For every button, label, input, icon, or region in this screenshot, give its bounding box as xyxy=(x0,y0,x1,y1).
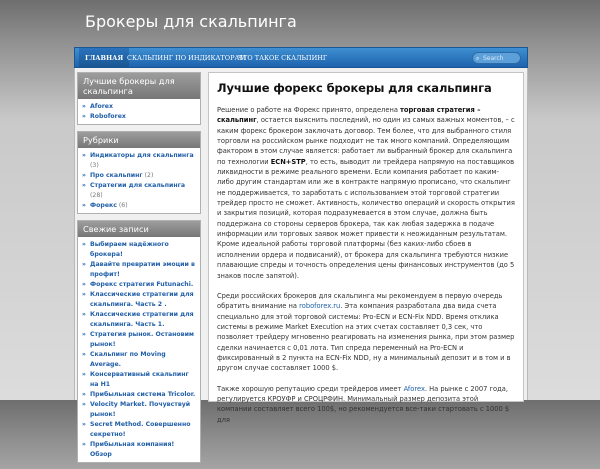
search-placeholder: Search xyxy=(483,55,504,62)
recent-post-link[interactable]: Выбираем надёжного брокера! xyxy=(90,241,169,258)
widget-title: Свежие записи xyxy=(78,221,200,237)
widget-title: Лучшие брокеры для скальпинга xyxy=(78,73,200,99)
widget-rubrics xyxy=(77,131,201,214)
list-item[interactable] xyxy=(82,171,196,181)
list-item[interactable] xyxy=(82,370,196,390)
list-item[interactable] xyxy=(82,112,196,122)
text: Среди российских брокеров для скальпинга мы рекомендуем в первую очередь обратить внимание на xyxy=(217,291,503,311)
list-item[interactable] xyxy=(82,330,196,350)
roboforex-link[interactable]: roboforex.ru xyxy=(299,302,341,311)
list-item[interactable] xyxy=(82,350,196,370)
text: . На рынке с 2007 года, регулируется КРОУФР и СРОЦРФИН. Минимальный размер депозита этой компании составляет всего 100$, но рекомендуется все-таки стартовать с 1000 $ для xyxy=(217,384,510,424)
list-item[interactable] xyxy=(82,201,196,211)
category-link[interactable]: Стратегии для скальпинга xyxy=(90,182,186,189)
recent-post-link[interactable]: Стратегия рынок. Остановим рынок! xyxy=(90,331,194,348)
widget-title: Рубрики xyxy=(78,132,200,148)
list-item[interactable] xyxy=(82,390,196,400)
category-count: (3) xyxy=(90,162,99,169)
list-item[interactable] xyxy=(82,240,196,260)
broker-link-aforex[interactable]: Aforex xyxy=(90,103,113,110)
category-count: (28) xyxy=(90,192,103,199)
text: . Эта компания разработала два вида счета специально для этой торговой системы: Pro-ECN и ECN-Fix NDD. Время отклика системы в режиме Market Execution на этих счетах составляет 0,3 сек, что позволяет трейдеру мгновенно реагировать на изменения рынка, при этом размер сделки начинается с 0,01 лота. Тип спреда переменный на Pro-ECN и фиксированный в 2 пункта на ECN-Fix NDD, ну а минимальный депозит и в том и в другом случае составляет 1000 $. xyxy=(217,302,515,373)
bold-text: ECN+STP xyxy=(270,157,306,166)
list-item[interactable] xyxy=(82,400,196,420)
recent-post-link[interactable]: Классические стратегии для скальпинга. Часть 2 . xyxy=(90,291,194,308)
list-item[interactable] xyxy=(82,310,196,330)
category-count: (2) xyxy=(144,172,154,179)
list-item[interactable] xyxy=(82,181,196,201)
recent-post-link[interactable]: Secret Method. Совершенно секретно! xyxy=(90,421,191,438)
search-input[interactable] xyxy=(472,52,521,64)
post-paragraph xyxy=(217,384,515,425)
recent-post-link[interactable]: Форекс стратегия Futunachi. xyxy=(90,281,194,288)
recent-post-link[interactable]: Скальпинг по Moving Average. xyxy=(90,351,166,368)
post-title: Лучшие форекс брокеры для скальпинга xyxy=(217,81,492,95)
widget-best-brokers xyxy=(77,72,201,125)
main-navigation xyxy=(74,47,528,68)
nav-what-is-scalping[interactable]: ЧТО ТАКОЕ СКАЛЬПИНГ xyxy=(238,54,328,62)
text: , то есть, выводит ли трейдера напрямую на поставщиков ликвидности в режиме реального времени. Если компания работает по каким-либо другим стандартам или же в контракте напрямую прописано, что скальпинг не поддерживается, то заработать с использованием этой торговой стратегии трейдер просто не сможет. Активность, количество операций и скорость открытия и закрытия позиций, которая подразумевается в этом случае, должна быть поддержана со стороны серверов брокера, так как любая задержка в подаче информации или торговых заявок может привести к неожиданным результатам. Кроме идеальной работы торговой платформы (без каких-либо сбоев в исполнении ордера и подвисаний), от брокера для скальпинга требуются низкие плавающие спреды и точность определения цены финансовых инструментов (до 5 знаков после запятой). xyxy=(217,157,515,280)
post-paragraph xyxy=(217,291,515,374)
recent-post-link[interactable]: Velocity Market. Почувствуй рынок! xyxy=(90,401,191,418)
recent-post-link[interactable]: Давайте превратим эмоции в профит! xyxy=(90,261,195,278)
recent-post-link[interactable]: Классические стратегии для скальпинга. Часть 1. xyxy=(90,311,194,328)
magnifier-icon: ⌕ xyxy=(476,55,480,62)
list-item[interactable] xyxy=(82,280,196,290)
site-title[interactable]: Брокеры для скальпинга xyxy=(85,12,297,31)
list-item[interactable] xyxy=(82,290,196,310)
list-item[interactable] xyxy=(82,102,196,112)
list-item[interactable] xyxy=(82,420,196,440)
category-link[interactable]: Индикаторы для скальпинга xyxy=(90,152,194,159)
sidebar xyxy=(77,72,201,469)
post-paragraph xyxy=(217,105,515,281)
aforex-link[interactable]: Aforex xyxy=(403,384,425,393)
recent-post-link[interactable]: Консервативный скальпинг на Н1 xyxy=(90,371,189,388)
widget-recent-posts xyxy=(77,220,201,463)
recent-post-link[interactable]: Прибыльная компания! Обзор xyxy=(90,441,175,458)
category-link[interactable]: Форекс xyxy=(90,202,117,209)
text: , остается выяснить последний, но один из самых важных моментов, – с каким форекс брокером заключать договор. Тем более, что для выбранного стиля торговли на российском рынке подходит не так много компаний. Определяющим фактором в этом случае является: работает ли выбранный брокер для скальпинга по технологии xyxy=(217,116,515,166)
recent-post-link[interactable]: Прибыльная система Tricolor. xyxy=(90,391,196,398)
bold-text: торговая стратегия – скальпинг xyxy=(217,106,481,125)
category-link[interactable]: Про скальпинг xyxy=(90,172,143,179)
list-item[interactable] xyxy=(82,440,196,460)
post-content xyxy=(208,72,524,424)
nav-scalping-indicators[interactable]: СКАЛЬПИНГ ПО ИНДИКАТОРАМ xyxy=(127,54,247,62)
list-item[interactable] xyxy=(82,151,196,171)
broker-link-roboforex[interactable]: Roboforex xyxy=(90,113,126,120)
category-count: (6) xyxy=(118,202,128,209)
text: Решение о работе на Форекс принято, определена xyxy=(217,106,401,114)
list-item[interactable] xyxy=(82,260,196,280)
text: Также хорошую репутацию среди трейдеров имеет xyxy=(217,384,404,393)
nav-home[interactable]: ГЛАВНАЯ xyxy=(79,48,129,69)
